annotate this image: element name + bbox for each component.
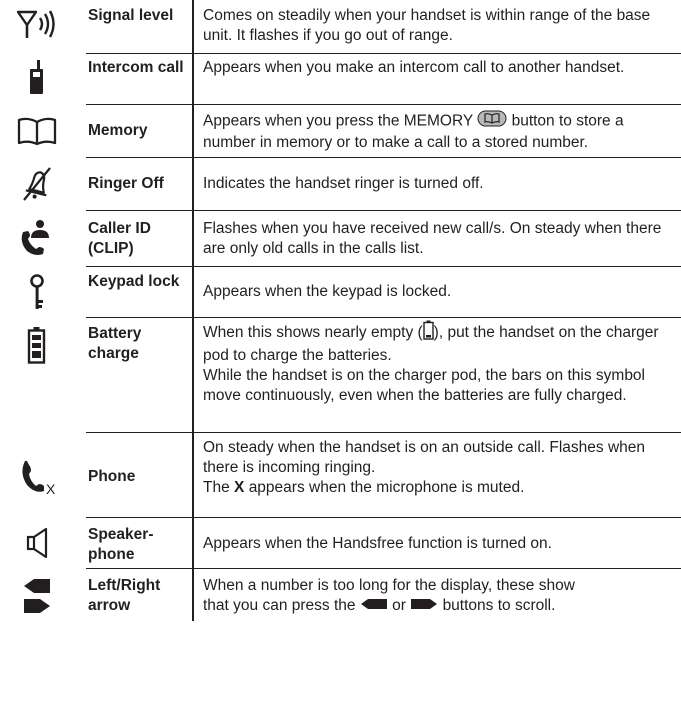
row-name: Memory — [88, 122, 148, 139]
row-name: Phone — [88, 468, 136, 485]
row-name: Caller ID (CLIP) — [88, 220, 151, 257]
row-desc — [203, 576, 677, 616]
caller-id-icon — [0, 216, 74, 260]
row-desc: Appears when the keypad is locked. — [203, 283, 452, 300]
row-desc: Appears when you make an intercom call to another handset. — [203, 59, 625, 76]
row-desc — [203, 320, 677, 406]
row-desc — [203, 438, 677, 498]
row-desc: Appears when the Handsfree function is turned on. — [203, 535, 552, 552]
row-name: Battery charge — [88, 325, 142, 362]
row-name: Signal level — [88, 7, 174, 24]
row-desc-text: When a number is too long for the display, these show — [203, 577, 575, 594]
bell-off-icon — [0, 163, 74, 205]
row-desc — [203, 110, 677, 153]
row-name: Intercom call — [88, 59, 184, 76]
row-desc-text: When this shows nearly empty ( — [203, 324, 423, 342]
row-name: Left/Right arrow — [88, 577, 161, 614]
row-desc: Flashes when you have received new call/s. On steady when there are only old calls in the calls list. — [203, 220, 662, 257]
phone-muted-x-label: X — [46, 481, 56, 497]
row-desc: Comes on steadily when your handset is within range of the base unit. It flashes if you go out of range. — [203, 7, 651, 44]
row-name: Speaker-phone — [88, 526, 154, 563]
memory-button-icon — [477, 110, 507, 133]
left-right-arrow-icon — [0, 573, 74, 619]
right-arrow-button-icon — [410, 596, 438, 616]
battery-icon — [0, 321, 74, 369]
column-divider — [192, 0, 194, 621]
battery-empty-icon — [423, 320, 434, 346]
row-name: Keypad lock — [88, 273, 180, 290]
phone-icon — [0, 453, 74, 501]
row-desc-text: On steady when the handset is on an outside call. Flashes when there is incoming ringing. — [203, 439, 646, 476]
left-arrow-button-icon — [360, 596, 388, 616]
row-desc-text: While the handset is on the charger pod, the bars on this symbol move continuously, even when the batteries are fully charged. — [203, 367, 645, 404]
table-row — [0, 105, 681, 156]
table-row — [0, 518, 681, 568]
row-desc-text: button to store a number in memory or to make a call to a stored number. — [203, 112, 624, 151]
row-desc-text: ), put the handset on the charger pod to charge the batteries. — [203, 324, 659, 364]
handset-icon — [0, 56, 74, 100]
book-icon — [0, 110, 74, 152]
row-desc-text: buttons to scroll. — [442, 597, 556, 615]
table-row — [0, 211, 681, 266]
signal-antenna-icon — [0, 4, 74, 44]
row-desc-bold: X — [234, 479, 245, 496]
row-desc-text: Appears when you press the MEMORY — [203, 112, 473, 130]
table-row — [0, 54, 681, 102]
table-row — [0, 318, 681, 428]
table-row — [0, 569, 681, 621]
table-row — [0, 267, 681, 317]
key-icon — [0, 270, 74, 314]
speaker-icon — [0, 521, 74, 565]
table-row — [0, 158, 681, 210]
table-row — [0, 433, 681, 517]
row-desc-text: The — [203, 479, 230, 496]
table-row — [0, 0, 681, 50]
row-desc: Indicates the handset ringer is turned off. — [203, 175, 484, 192]
row-name: Ringer Off — [88, 175, 164, 192]
row-desc-text: appears when the microphone is muted. — [248, 479, 525, 496]
row-desc-text: that you can press the — [203, 597, 356, 615]
row-desc-text: or — [392, 597, 406, 615]
